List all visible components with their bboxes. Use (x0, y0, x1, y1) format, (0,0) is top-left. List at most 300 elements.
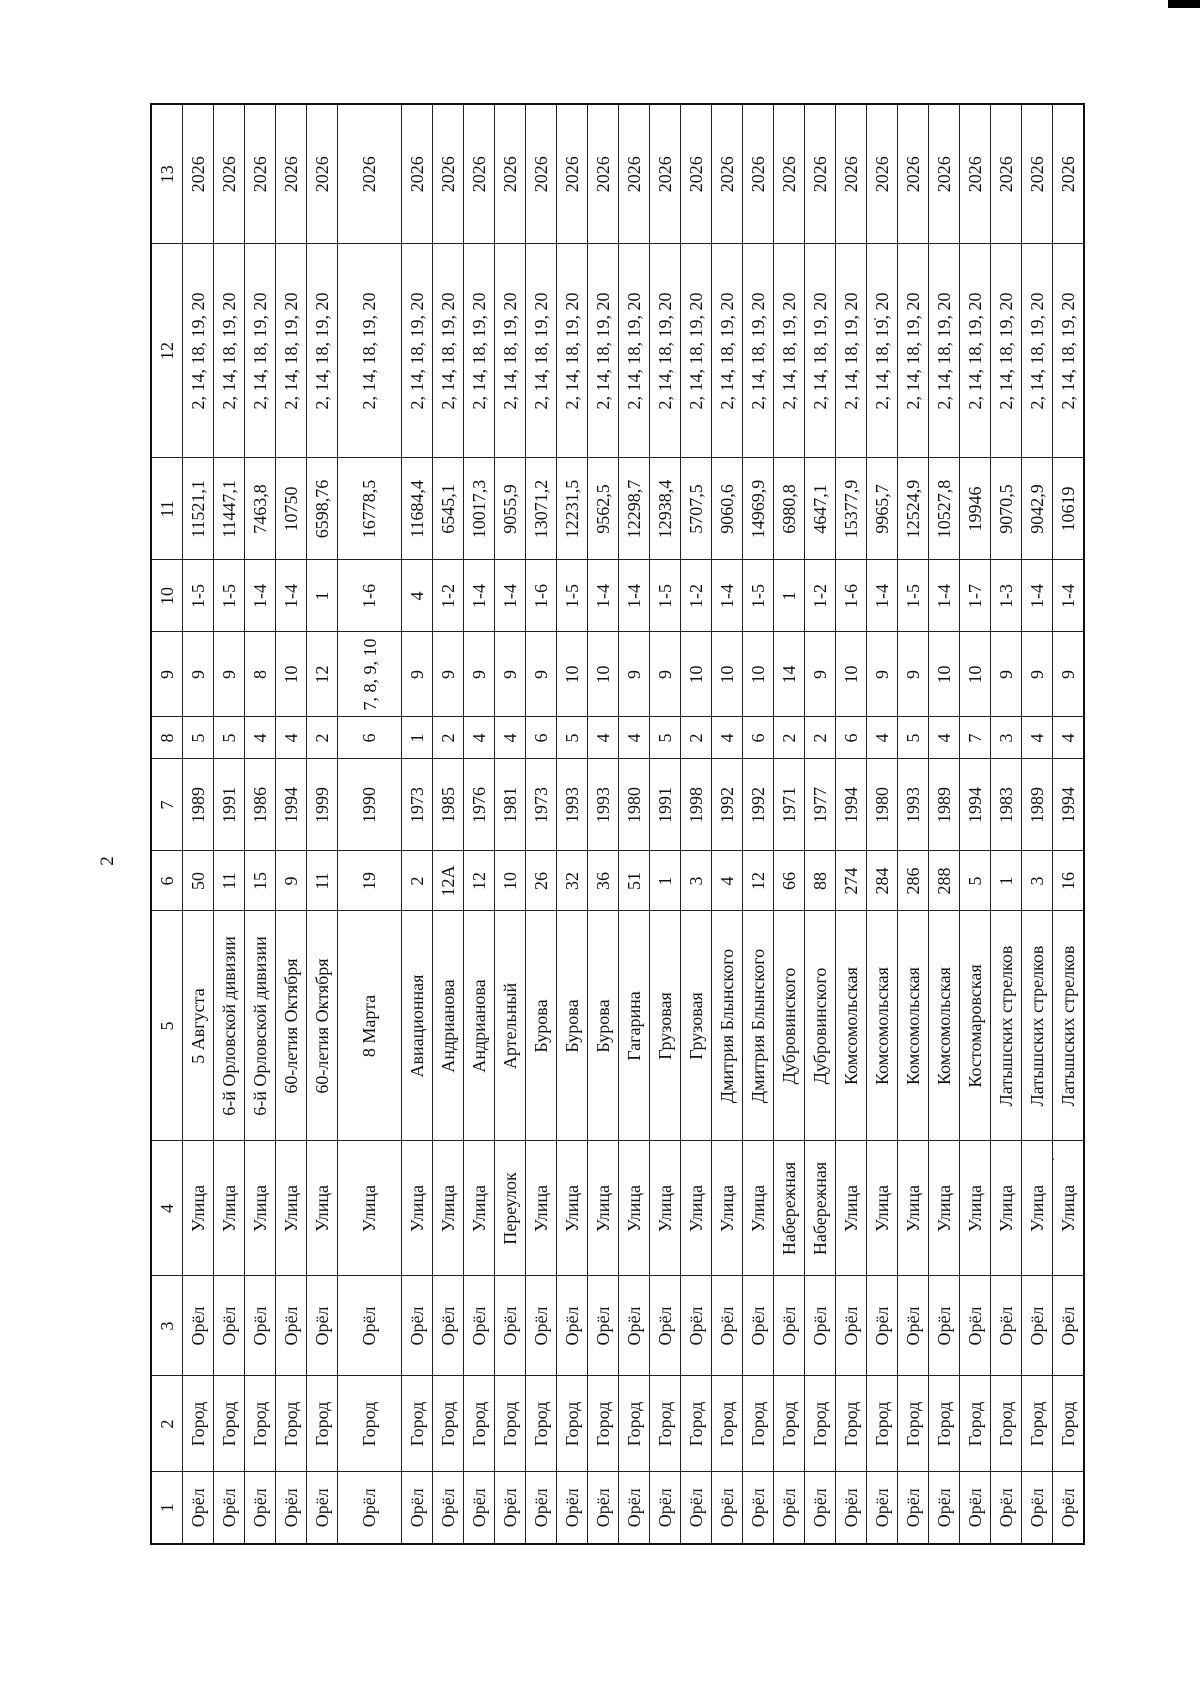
table-cell: 3 (991, 717, 1022, 759)
table-cell: Орёл (588, 1472, 619, 1544)
table-cell: Город (464, 1376, 495, 1472)
table-cell: Улица (245, 1141, 276, 1276)
table-cell: 9 (276, 851, 307, 911)
table-cell: Орёл (588, 1276, 619, 1376)
table-cell: Орёл (526, 1276, 557, 1376)
table-cell: Город (338, 1376, 402, 1472)
table-cell: 16 (1053, 851, 1084, 911)
table-cell: 7, 8, 9, 10 (338, 632, 402, 717)
table-cell: 9 (619, 632, 650, 717)
table-cell: 2, 14, 18, 19, 20 (276, 244, 307, 458)
table-cell: 1-4 (276, 560, 307, 632)
table-cell: Орёл (402, 1276, 433, 1376)
table-cell: Гагарина (619, 911, 650, 1141)
table-cell: 2, 14, 18, 19, 20 (867, 244, 898, 458)
table-cell: Улица (588, 1141, 619, 1276)
table-cell: 284 (867, 851, 898, 911)
table-cell: Орёл (712, 1472, 743, 1544)
column-header-5: 5 (151, 911, 183, 1141)
table-cell: Город (898, 1376, 929, 1472)
table-cell: Артельный (495, 911, 526, 1141)
table-cell: 9 (867, 632, 898, 717)
table-cell: Орёл (743, 1472, 774, 1544)
table-row (276, 104, 307, 1544)
table-cell: 10 (836, 632, 867, 717)
table-cell: Орёл (495, 1276, 526, 1376)
table-cell: 1-4 (1022, 560, 1053, 632)
table-cell: 1-7 (960, 560, 991, 632)
table-cell: 12938,4 (650, 458, 681, 560)
table-cell: 2026 (743, 104, 774, 244)
table-cell: 9 (991, 632, 1022, 717)
table-row (991, 104, 1022, 1544)
table-cell: Орёл (183, 1472, 214, 1544)
table-cell: Улица (681, 1141, 712, 1276)
table-cell: 4 (619, 717, 650, 759)
table-cell: 10 (743, 632, 774, 717)
table-cell: 9 (1053, 632, 1084, 717)
table-cell: 2 (433, 717, 464, 759)
table-cell: 1-5 (214, 560, 245, 632)
table-cell: 2, 14, 18, 19, 20 (805, 244, 836, 458)
table-cell: 1-4 (1053, 560, 1084, 632)
table-row (402, 104, 433, 1544)
table-header-row (151, 104, 183, 1544)
table-cell: Улица (557, 1141, 588, 1276)
table-cell: Улица (650, 1141, 681, 1276)
table-cell: Улица (433, 1141, 464, 1276)
table-cell: 8 Марта (338, 911, 402, 1141)
table-cell: 1981 (495, 759, 526, 851)
table-cell: 2, 14, 18, 19, 20 (307, 244, 338, 458)
table-cell: 1999 (307, 759, 338, 851)
table-cell: 2, 14, 18, 19, 20 (214, 244, 245, 458)
table-cell: Город (712, 1376, 743, 1472)
table-cell: 1-3 (991, 560, 1022, 632)
table-cell: Набережная (774, 1141, 805, 1276)
table-cell: Грузовая (681, 911, 712, 1141)
table-cell: Дмитрия Блынского (712, 911, 743, 1141)
table-cell: 1971 (774, 759, 805, 851)
table-cell: Орёл (960, 1472, 991, 1544)
table-cell: Латышских стрелков (1022, 911, 1053, 1141)
table-cell: 10 (588, 632, 619, 717)
table-cell: Улица (960, 1141, 991, 1276)
table-cell: 26 (526, 851, 557, 911)
table-cell: Грузовая (650, 911, 681, 1141)
table-row (650, 104, 681, 1544)
table-cell: 2026 (1022, 104, 1053, 244)
table-cell: 12 (307, 632, 338, 717)
table-cell: Город (245, 1376, 276, 1472)
table-cell: Орёл (991, 1276, 1022, 1376)
table-cell: 6980,8 (774, 458, 805, 560)
table-cell: Город (1053, 1376, 1084, 1472)
table-cell: 10 (712, 632, 743, 717)
table-cell: 11521,1 (183, 458, 214, 560)
table-cell: 11 (214, 851, 245, 911)
rotated-table-sheet (150, 105, 1085, 1545)
table-cell: Комсомольская (867, 911, 898, 1141)
table-cell: Город (743, 1376, 774, 1472)
table-cell: 5 (183, 717, 214, 759)
table-cell: 1 (307, 560, 338, 632)
table-cell: Улица (929, 1141, 960, 1276)
table-cell: 4 (588, 717, 619, 759)
table-cell: 66 (774, 851, 805, 911)
table-cell: Город (433, 1376, 464, 1472)
table-cell: 60-летия Октября (307, 911, 338, 1141)
table-cell: 1-6 (526, 560, 557, 632)
table-cell: 4 (1053, 717, 1084, 759)
table-cell: Комсомольская (929, 911, 960, 1141)
table-cell: 2026 (183, 104, 214, 244)
table-cell: 15 (245, 851, 276, 911)
table-cell: 2 (402, 851, 433, 911)
column-header-1: 1 (151, 1472, 183, 1544)
table-cell: Комсомольская (898, 911, 929, 1141)
table-cell: 4 (712, 717, 743, 759)
table-cell: 12А (433, 851, 464, 911)
table-row (214, 104, 245, 1544)
table-cell: 2026 (650, 104, 681, 244)
table-cell: 9965,7 (867, 458, 898, 560)
column-header-3: 3 (151, 1276, 183, 1376)
table-cell: 2026 (991, 104, 1022, 244)
column-header-9: 9 (151, 632, 183, 717)
table-cell: 4 (402, 560, 433, 632)
table-cell: Орёл (307, 1276, 338, 1376)
table-cell: 2026 (774, 104, 805, 244)
table-cell: Орёл (464, 1472, 495, 1544)
table-cell: 1983 (991, 759, 1022, 851)
table-cell: 5 Августа (183, 911, 214, 1141)
table-cell: Город (1022, 1376, 1053, 1472)
table-row (681, 104, 712, 1544)
table-cell: Улица (619, 1141, 650, 1276)
table-cell: 9 (898, 632, 929, 717)
table-cell: Андрианова (464, 911, 495, 1141)
table-cell: Орёл (774, 1276, 805, 1376)
table-cell: Город (867, 1376, 898, 1472)
table-cell: 2026 (836, 104, 867, 244)
table-cell: Улица (183, 1141, 214, 1276)
table-cell: 2, 14, 18, 19, 20 (433, 244, 464, 458)
table-cell: Орёл (898, 1472, 929, 1544)
table-row (1022, 104, 1053, 1544)
table-cell: 2026 (307, 104, 338, 244)
table-cell: 2 (805, 717, 836, 759)
table-row (495, 104, 526, 1544)
table-cell: Улица (1053, 1141, 1084, 1276)
table-cell: 10 (495, 851, 526, 911)
table-cell: 12 (743, 851, 774, 911)
table-cell: Улица (991, 1141, 1022, 1276)
column-header-7: 7 (151, 759, 183, 851)
table-cell: Орёл (991, 1472, 1022, 1544)
table-cell: Город (681, 1376, 712, 1472)
table-cell: 2026 (402, 104, 433, 244)
table-cell: 2026 (619, 104, 650, 244)
table-cell: 11 (307, 851, 338, 911)
table-cell: 10 (276, 632, 307, 717)
table-cell: Улица (276, 1141, 307, 1276)
scan-corner-mark (1168, 0, 1200, 8)
table-cell: 9055,9 (495, 458, 526, 560)
table-cell: 1-4 (495, 560, 526, 632)
table-cell: 2026 (338, 104, 402, 244)
table-cell: 1973 (402, 759, 433, 851)
table-cell: 1973 (526, 759, 557, 851)
table-cell: 1985 (433, 759, 464, 851)
table-cell: Орёл (805, 1276, 836, 1376)
table-cell: 2026 (960, 104, 991, 244)
table-cell: 1-5 (650, 560, 681, 632)
table-cell: 6 (338, 717, 402, 759)
table-cell: 1-5 (183, 560, 214, 632)
table-row (712, 104, 743, 1544)
table-cell: Город (960, 1376, 991, 1472)
table-cell: 2, 14, 18, 19, 20 (774, 244, 805, 458)
table-cell: 2026 (805, 104, 836, 244)
table-cell: 4 (245, 717, 276, 759)
table-cell: 1-2 (681, 560, 712, 632)
table-cell: 2026 (464, 104, 495, 244)
table-cell: Улица (898, 1141, 929, 1276)
table-cell: 1993 (557, 759, 588, 851)
table-cell: Улица (867, 1141, 898, 1276)
table-cell: 1990 (338, 759, 402, 851)
table-cell: 15377,9 (836, 458, 867, 560)
page-number: 2 (97, 856, 118, 866)
table-cell: 2026 (526, 104, 557, 244)
table-cell: Орёл (929, 1472, 960, 1544)
table-row (183, 104, 214, 1544)
column-header-8: 8 (151, 717, 183, 759)
table-row (743, 104, 774, 1544)
table-cell: Бурова (588, 911, 619, 1141)
table-cell: 11447,1 (214, 458, 245, 560)
table-cell: 1994 (836, 759, 867, 851)
table-cell: Улица (464, 1141, 495, 1276)
table-cell: 2, 14, 18, 19, 20 (1053, 244, 1084, 458)
table-cell: 14 (774, 632, 805, 717)
table-cell: Город (929, 1376, 960, 1472)
table-cell: Бурова (557, 911, 588, 1141)
table-cell: 4 (464, 717, 495, 759)
table-cell: Орёл (276, 1276, 307, 1376)
table-cell: 2, 14, 18, 19, 20 (245, 244, 276, 458)
table-row (245, 104, 276, 1544)
column-header-12: 12 (151, 244, 183, 458)
table-cell: 10 (557, 632, 588, 717)
table-cell: 1 (991, 851, 1022, 911)
table-cell: 2026 (433, 104, 464, 244)
table-cell: 4647,1 (805, 458, 836, 560)
table-cell: 4 (1022, 717, 1053, 759)
table-cell: 2026 (929, 104, 960, 244)
table-row (526, 104, 557, 1544)
table-cell: 10619 (1053, 458, 1084, 560)
table-cell: 2, 14, 18, 19, 20 (183, 244, 214, 458)
table-cell: 1980 (619, 759, 650, 851)
table-cell: 3 (1022, 851, 1053, 911)
table-cell: 7463,8 (245, 458, 276, 560)
table-row (929, 104, 960, 1544)
table-cell: 9562,5 (588, 458, 619, 560)
table-cell: 9 (526, 632, 557, 717)
table-cell: Город (307, 1376, 338, 1472)
table-row (433, 104, 464, 1544)
table-cell: Улица (836, 1141, 867, 1276)
table-cell: 1992 (743, 759, 774, 851)
table-cell: Андрианова (433, 911, 464, 1141)
table-cell: 10750 (276, 458, 307, 560)
table-cell: 9 (433, 632, 464, 717)
table-cell: Город (495, 1376, 526, 1472)
table-cell: 4 (867, 717, 898, 759)
table-cell: 2, 14, 18, 19, 20 (1022, 244, 1053, 458)
table-cell: Орёл (338, 1276, 402, 1376)
table-cell: Орёл (619, 1276, 650, 1376)
table-cell: Город (588, 1376, 619, 1472)
table-cell: 6 (743, 717, 774, 759)
table-cell: Орёл (681, 1472, 712, 1544)
table-cell: 10017,3 (464, 458, 495, 560)
table-cell: 2, 14, 18, 19, 20 (338, 244, 402, 458)
table-cell: Город (774, 1376, 805, 1472)
table-cell: Бурова (526, 911, 557, 1141)
table-cell: 2, 14, 18, 19, 20 (526, 244, 557, 458)
table-cell: 2, 14, 18, 19, 20 (650, 244, 681, 458)
table-cell: 1991 (650, 759, 681, 851)
table-cell: 9 (1022, 632, 1053, 717)
table-cell: Орёл (898, 1276, 929, 1376)
table-cell: Город (619, 1376, 650, 1472)
table-cell: 1991 (214, 759, 245, 851)
table-cell: 9 (402, 632, 433, 717)
table-cell: 2, 14, 18, 19, 20 (402, 244, 433, 458)
table-cell: Улица (526, 1141, 557, 1276)
table-cell: 6 (526, 717, 557, 759)
table-cell: Орёл (960, 1276, 991, 1376)
table-cell: 12 (464, 851, 495, 911)
table-cell: 2026 (588, 104, 619, 244)
table-cell: 1-6 (836, 560, 867, 632)
table-cell: 2, 14, 18, 19, 20 (464, 244, 495, 458)
table-cell: 286 (898, 851, 929, 911)
table-cell: Орёл (557, 1276, 588, 1376)
table-cell: 11684,4 (402, 458, 433, 560)
table-row (960, 104, 991, 1544)
table-cell: 288 (929, 851, 960, 911)
table-cell: 8 (245, 632, 276, 717)
table-cell: Город (557, 1376, 588, 1472)
table-cell: 10 (960, 632, 991, 717)
table-cell: 1976 (464, 759, 495, 851)
table-cell: Орёл (495, 1472, 526, 1544)
column-header-11: 11 (151, 458, 183, 560)
table-cell: 1-6 (338, 560, 402, 632)
table-cell: 5707,5 (681, 458, 712, 560)
table-cell: 2026 (867, 104, 898, 244)
table-cell: 10 (929, 632, 960, 717)
table-cell: 13071,2 (526, 458, 557, 560)
table-cell: Улица (402, 1141, 433, 1276)
table-cell: 36 (588, 851, 619, 911)
table-cell: 6 (836, 717, 867, 759)
table-cell: Орёл (929, 1276, 960, 1376)
table-cell: Орёл (245, 1276, 276, 1376)
table-cell: 1998 (681, 759, 712, 851)
table-cell: Орёл (1053, 1276, 1084, 1376)
table-cell: Город (836, 1376, 867, 1472)
table-cell: 1977 (805, 759, 836, 851)
table-cell: Дубровинского (805, 911, 836, 1141)
table-cell: Орёл (650, 1276, 681, 1376)
table-cell: 1-2 (805, 560, 836, 632)
table-cell: 1993 (588, 759, 619, 851)
table-cell: Орёл (557, 1472, 588, 1544)
table-cell: 1-5 (743, 560, 774, 632)
table-cell: 1992 (712, 759, 743, 851)
table-cell: 5 (960, 851, 991, 911)
table-cell: 2, 14, 18, 19, 20 (681, 244, 712, 458)
table-cell: 5 (898, 717, 929, 759)
table-cell: Орёл (867, 1276, 898, 1376)
table-cell: Орёл (681, 1276, 712, 1376)
table-cell: Улица (1022, 1141, 1053, 1276)
column-header-4: 4 (151, 1141, 183, 1276)
table-cell: 7 (960, 717, 991, 759)
table-cell: Орёл (526, 1472, 557, 1544)
table-cell: 2, 14, 18, 19, 20 (495, 244, 526, 458)
table-cell: 9 (183, 632, 214, 717)
table-cell: 1-4 (245, 560, 276, 632)
table-cell: Город (214, 1376, 245, 1472)
table-cell: Город (183, 1376, 214, 1472)
table-cell: 1980 (867, 759, 898, 851)
table-cell: Комсомольская (836, 911, 867, 1141)
table-cell: 1 (650, 851, 681, 911)
table-cell: Латышских стрелков (1053, 911, 1084, 1141)
table-cell: 9060,6 (712, 458, 743, 560)
table-row (307, 104, 338, 1544)
table-cell: Орёл (867, 1472, 898, 1544)
table-cell: 9042,9 (1022, 458, 1053, 560)
table-cell: Орёл (307, 1472, 338, 1544)
table-cell: Орёл (805, 1472, 836, 1544)
table-cell: 1-2 (433, 560, 464, 632)
table-row (588, 104, 619, 1544)
table-cell: 9 (650, 632, 681, 717)
table-cell: 5 (650, 717, 681, 759)
table-cell: 9 (805, 632, 836, 717)
table-cell: 4 (929, 717, 960, 759)
table-row (338, 104, 402, 1544)
table-cell: Улица (307, 1141, 338, 1276)
table-cell: Орёл (836, 1276, 867, 1376)
table-cell: Костомаровская (960, 911, 991, 1141)
table-cell: 16778,5 (338, 458, 402, 560)
table-cell: 1-4 (588, 560, 619, 632)
table-cell: Город (402, 1376, 433, 1472)
table-cell: Улица (712, 1141, 743, 1276)
table-cell: 1994 (1053, 759, 1084, 851)
table-cell: Орёл (338, 1472, 402, 1544)
table-cell: Улица (743, 1141, 774, 1276)
table-cell: 6545,1 (433, 458, 464, 560)
